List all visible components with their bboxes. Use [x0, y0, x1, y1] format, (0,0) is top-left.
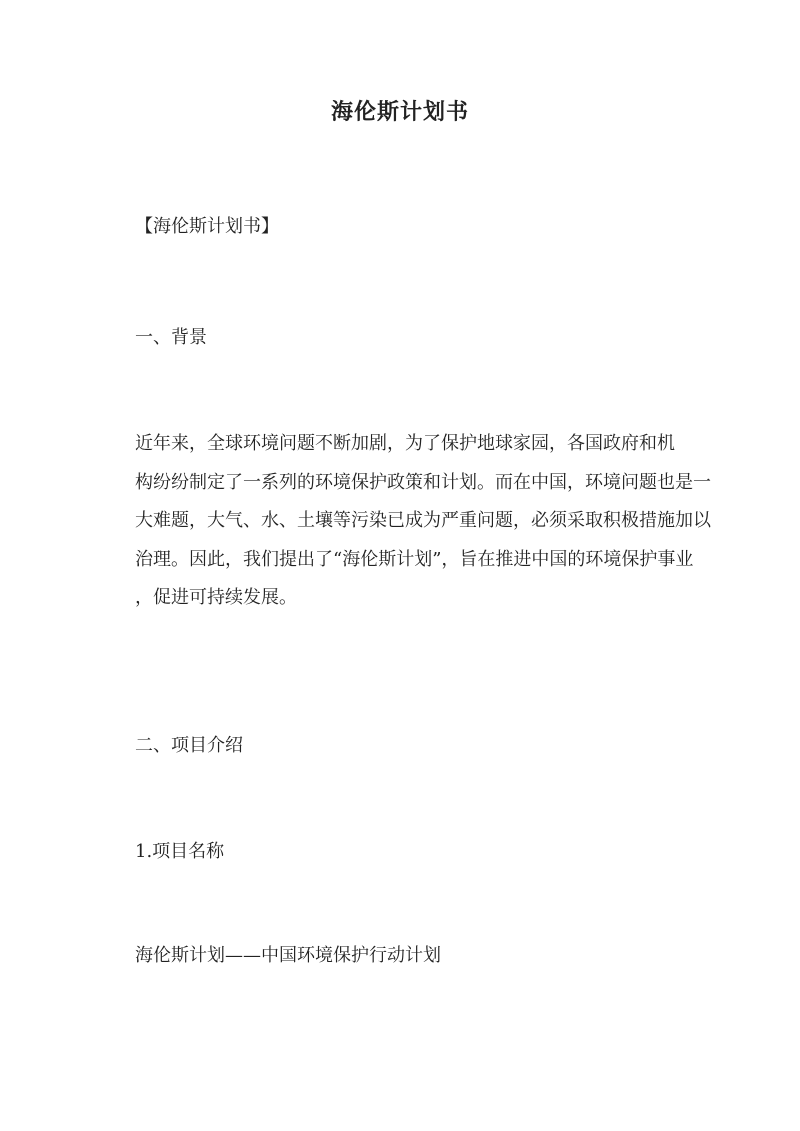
- paragraph-line: ，促进可持续发展。: [135, 587, 297, 608]
- paragraph-line: 构纷纷制定了一系列的环境保护政策和计划。而在中国，环境问题也是一: [135, 471, 711, 493]
- project-name-text: 海伦斯计划——中国环境保护行动计划: [135, 945, 441, 966]
- document-title: 海伦斯计划书: [330, 99, 469, 125]
- section-heading-background: 一、背景: [135, 327, 207, 348]
- paragraph-line: 近年来，全球环境问题不断加剧，为了保护地球家园，各国政府和机: [135, 433, 675, 454]
- paragraph-line: 治理。因此，我们提出了“海伦斯计划”，旨在推进中国的环境保护事业: [135, 548, 694, 570]
- section-heading-project-intro: 二、项目介绍: [135, 735, 243, 756]
- paragraph-line: 大难题，大气、水、土壤等污染已成为严重问题，必须采取积极措施加以: [135, 510, 711, 531]
- document-subtitle: 【海伦斯计划书】: [135, 216, 279, 237]
- background-paragraph: [135, 425, 711, 618]
- item-heading-project-name: 1.项目名称: [135, 841, 225, 862]
